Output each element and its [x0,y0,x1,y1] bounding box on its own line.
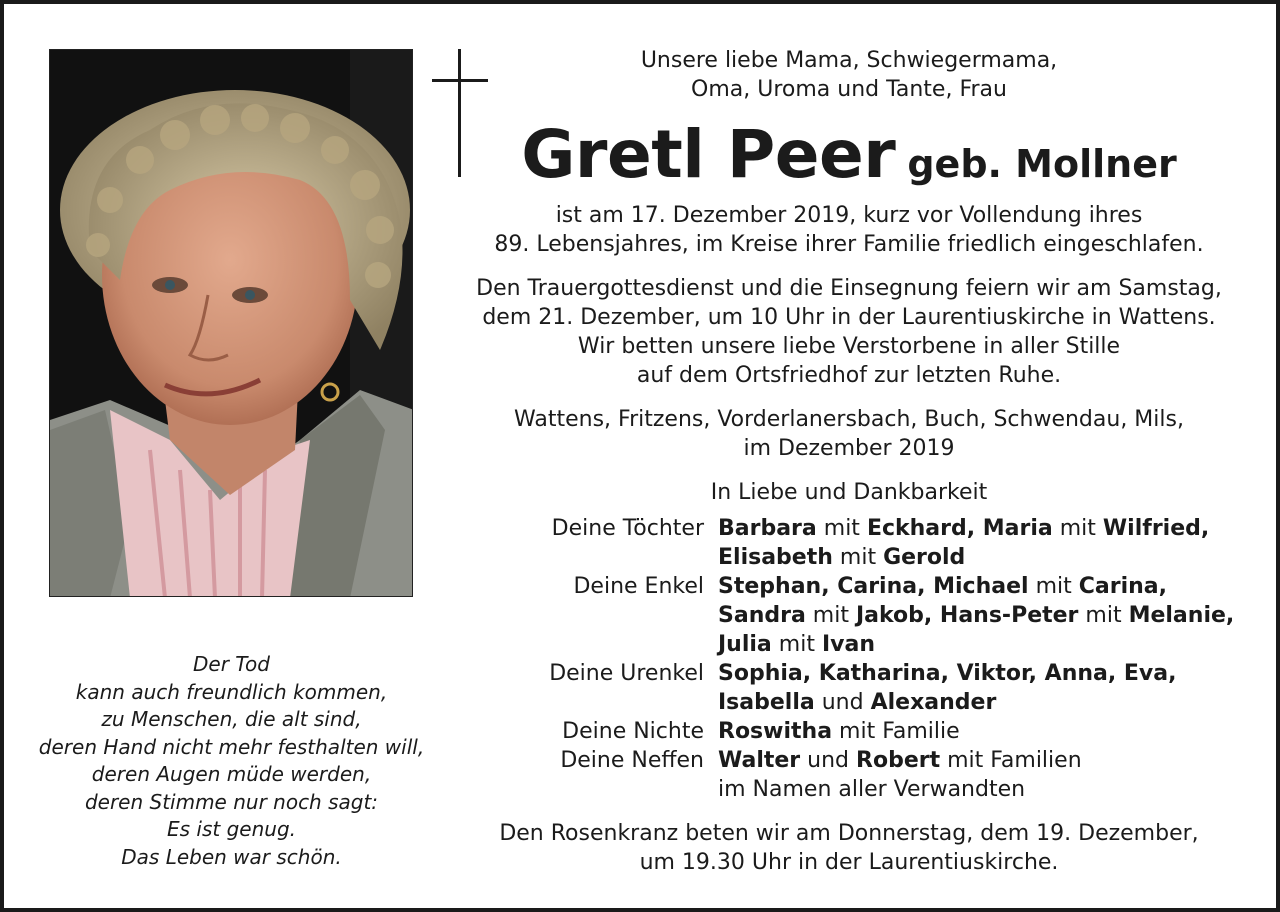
survivors-closing: im Namen aller Verwandten [718,777,1026,802]
poem-line: deren Hand nicht mehr festhalten will, [38,734,425,759]
poem-line: Der Tod [193,652,270,676]
intro-line-2: Oma, Uroma und Tante, Frau [691,77,1007,102]
survivor-conj: mit [812,603,849,628]
rosary-line-2: um 19.30 Uhr in der Laurentiuskirche. [639,850,1059,875]
poem-line: deren Stimme nur noch sagt: [84,789,379,814]
survivor-conj: mit [778,632,815,657]
survivors-row-nephews [474,746,1254,804]
poem-line: zu Menschen, die alt sind, [101,707,362,731]
name-birth: geb. Mollner [907,142,1177,186]
memorial-poem [14,651,449,871]
poem-line: deren Augen müde werden, [91,762,372,786]
survivors-names [718,572,1254,659]
survivors-names [718,746,1254,804]
survivor-name: Wilfried, [1102,516,1210,541]
rosary-notice [449,819,1249,877]
survivor-name: Ivan [821,632,875,657]
service-notice [449,274,1249,390]
poem-line: kann auch freundlich kommen, [75,679,388,704]
death-notice-line-1: ist am 17. Dezember 2019, kurz vor Vollendung ihres [555,203,1143,228]
survivor-name: Sophia, Katharina, Viktor, Anna, Eva, [718,661,1177,686]
survivor-name: Julia [718,632,772,657]
survivor-name: Walter [718,748,801,773]
places-line-1: Wattens, Fritzens, Vorderlanersbach, Buch, Schwendau, Mils, [514,407,1184,432]
survivors-names [718,659,1254,717]
intro-line-1: Unsere liebe Mama, Schwiegermama, [640,48,1058,73]
survivor-name: Melanie, [1128,603,1235,628]
service-line-3: Wir betten unsere liebe Verstorbene in aller Stille [577,334,1121,359]
deceased-name [449,116,1249,193]
survivor-name: Robert [856,748,941,773]
survivors-names [718,717,1254,746]
survivor-name: Carina, [1078,574,1167,599]
death-notice-line-2: 89. Lebensjahres, im Kreise ihrer Familie friedlich eingeschlafen. [494,232,1204,257]
survivor-conj: mit [1085,603,1122,628]
survivor-conj: mit [1059,516,1096,541]
intro-text [449,46,1249,104]
survivors-names [718,514,1254,572]
service-line-2: dem 21. Dezember, um 10 Uhr in der Laurentiuskirche in Wattens. [482,305,1216,330]
survivor-name: Isabella [718,690,815,715]
survivor-name: Sandra [718,603,806,628]
death-notice [449,201,1249,259]
poem-line: Das Leben war schön. [121,844,342,869]
survivor-conj: mit [839,545,877,570]
survivors-row-daughters [474,514,1254,572]
survivors-row-great-grandchildren [474,659,1254,717]
survivors-label: Deine Nichte [562,719,704,744]
portrait-photo-icon [50,50,413,597]
survivors-row-niece [474,717,1254,746]
survivor-name: Barbara [718,516,817,541]
places-line-2: im Dezember 2019 [743,436,955,461]
name-main: Gretl Peer [521,116,896,193]
survivors-list [474,514,1254,804]
survivor-conj: mit Familien [947,748,1082,773]
places-date [449,405,1249,463]
service-line-1: Den Trauergottesdienst und die Einsegnung feiern wir am Samstag, [476,276,1222,301]
rosary-line-1: Den Rosenkranz beten wir am Donnerstag, dem 19. Dezember, [499,821,1199,846]
survivors-label: Deine Enkel [573,574,704,599]
love-line: In Liebe und Dankbarkeit [710,480,988,505]
survivor-name: Eckhard, Maria [866,516,1053,541]
survivors-label: Deine Neffen [560,748,704,773]
survivors-label: Deine Urenkel [549,661,704,686]
survivor-conj: und [807,748,850,773]
survivor-name: Gerold [883,545,966,570]
survivor-name: Roswitha [718,719,833,744]
survivors-row-grandchildren [474,572,1254,659]
survivor-name: Jakob, Hans-Peter [855,603,1079,628]
portrait-photo [49,49,413,597]
poem-line: Es ist genug. [167,817,296,841]
survivor-name: Alexander [870,690,997,715]
survivor-name: Stephan, Carina, Michael [718,574,1029,599]
survivor-name: Elisabeth [718,545,833,570]
survivors-label: Deine Töchter [551,516,704,541]
service-line-4: auf dem Ortsfriedhof zur letzten Ruhe. [636,363,1062,388]
survivor-conj: mit Familie [839,719,960,744]
survivor-conj: mit [1035,574,1072,599]
survivor-conj: mit [823,516,860,541]
survivor-conj: und [821,690,864,715]
